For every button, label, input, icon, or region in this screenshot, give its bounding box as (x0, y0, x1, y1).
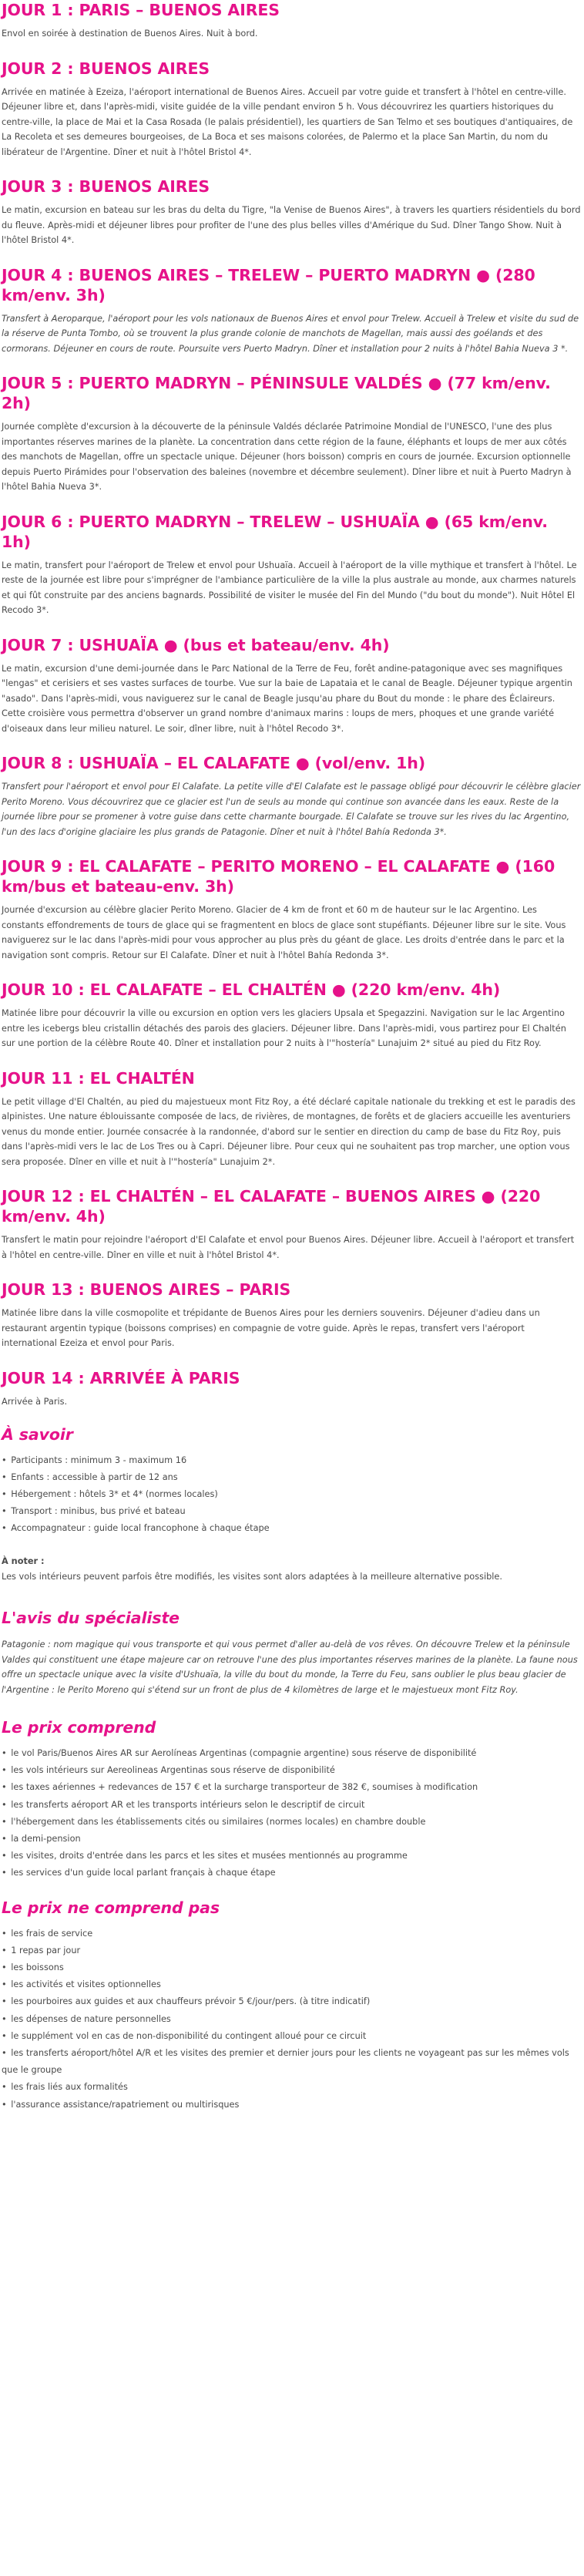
prix-ne-comprend-item-text: les transferts aéroport/hôtel A/R et les visites des premier et dernier jours pour les clients ne voyageant pas sur les mêmes vols que le groupe (2, 2048, 569, 2076)
day-block (2, 635, 581, 737)
prix-comprend-list (2, 1745, 581, 1882)
bullet-icon: • (2, 1489, 7, 1499)
prix-ne-comprend-item (2, 1925, 581, 1942)
day-block (2, 1280, 581, 1351)
prix-comprend-item-text: les transferts aéroport AR et les transports intérieurs selon le descriptif de circuit (11, 1799, 365, 1810)
savoir-item (2, 1452, 581, 1469)
prix-comprend-item-text: le vol Paris/Buenos Aires AR sur Aerolíneas Argentinas (compagnie argentine) sous réserve de disponibilité (11, 1748, 477, 1758)
prix-comprend-item-text: l'hébergement dans les établissements cités ou similaires (normes locales) en chambre double (11, 1816, 426, 1827)
day-block (2, 1368, 581, 1410)
prix-ne-comprend-item-text: l'assurance assistance/rapatriement ou multirisques (11, 2099, 240, 2110)
day-title: JOUR 14 : ARRIVÉE À PARIS (2, 1368, 240, 1387)
savoir-item-text: Hébergement : hôtels 3* et 4* (normes locales) (11, 1489, 218, 1499)
prix-ne-comprend-item (2, 2028, 581, 2045)
prix-ne-comprend-item-text: le supplément vol en cas de non-disponibilité du contingent alloué pour ce circuit (11, 2030, 367, 2041)
day-title: JOUR 9 : EL CALAFATE – PERITO MORENO – EL CALAFATE ● (160 km/bus et bateau-env. 3h) (2, 857, 555, 896)
bullet-icon: • (2, 1816, 7, 1827)
day-block (2, 856, 581, 963)
savoir-note-text: Les vols intérieurs peuvent parfois être modifiés, les visites sont alors adaptées à la meilleure alternative possible. (2, 1572, 502, 1582)
bullet-icon: • (2, 2013, 7, 2024)
bullet-icon: • (2, 1979, 7, 1990)
bullet-icon: • (2, 1928, 7, 1939)
day-title: JOUR 11 : EL CHALTÉN (2, 1068, 195, 1088)
bullet-icon: • (2, 1748, 7, 1758)
bullet-icon: • (2, 1765, 7, 1776)
day-description: Transfert le matin pour rejoindre l'aéroport d'El Calafate et envol pour Buenos Aires. Déjeuner libre. Accueil à l'aéroport et transfert à l'hôtel en centre-ville. Dîner en ville et nuit à l'hôtel Bristol 4*. (2, 1235, 575, 1260)
bullet-icon: • (2, 2099, 7, 2110)
prix-ne-comprend-item-text: les frais de service (11, 1928, 93, 1939)
day-block (2, 373, 581, 495)
prix-ne-comprend-item (2, 2097, 581, 2114)
day-title: JOUR 3 : BUENOS AIRES (2, 177, 210, 196)
savoir-section (2, 1424, 581, 1585)
savoir-item-text: Accompagnateur : guide local francophone à chaque étape (11, 1523, 270, 1533)
prix-comprend-title: Le prix comprend (2, 1718, 156, 1737)
day-block (2, 1068, 581, 1170)
bullet-icon: • (2, 1506, 7, 1516)
day-description: Journée complète d'excursion à la découverte de la péninsule Valdés déclarée Patrimoine Mondial de l'UNESCO, l'une des plus importantes réserves marines de la planète. La concentration dans cette région de la faune, éléphants et loups de mer aux côtés des manchots de Magellan, offre un spectacle unique. Déjeuner (hors boisson) compris en cours de journée. Excursion optionnelle depuis Puerto Pirámides pour l'observation des baleines (novembre et décembre seulement). Dîner libre et nuit à Puerto Madryn à l'hôtel Bahia Nueva 3*. (2, 422, 572, 492)
specialiste-text: Patagonie : nom magique qui vous transporte et qui vous permet d'aller au-delà de vos rêves. On découvre Trelew et la péninsule Valdes qui constituent une étape majeure car on retrouve l'une des plus importantes réserves marines de la planète. La faune nous offre un spectacle unique avec la visite d'Ushuaïa, la ville du bout du monde, la Terre du Feu, sans oublier le plus beau glacier de l'Argentine : le Perito Moreno qui s'étend sur un front de plus de 4 kilomètres de large et le majestueux mont Fitz Roy. (2, 1639, 578, 1695)
day-block (2, 0, 581, 42)
day-title: JOUR 2 : BUENOS AIRES (2, 59, 210, 78)
savoir-title: À savoir (2, 1425, 73, 1444)
prix-ne-comprend-item (2, 1976, 581, 1993)
bullet-icon: • (2, 1472, 7, 1482)
day-description: Transfert à Aeroparque, l'aéroport pour les vols nationaux de Buenos Aires et envol pour Trelew. Accueil à Trelew et visite du sud de la réserve de Punta Tombo, où se trouvent la plus grande colonie de manchots de Magellan, mais aussi des goélands et des cormorans. Déjeuner en cours de route. Poursuite vers Puerto Madryn. Dîner et installation pour 2 nuits à l'hôtel Bahia Nueva 3 *. (2, 313, 579, 354)
savoir-item (2, 1469, 581, 1486)
day-block (2, 753, 581, 839)
prix-ne-comprend-item (2, 2045, 581, 2079)
day-description: Envol en soirée à destination de Buenos Aires. Nuit à bord. (2, 29, 258, 39)
day-block (2, 512, 581, 618)
prix-ne-comprend-title: Le prix ne comprend pas (2, 1898, 220, 1917)
prix-comprend-item (2, 1797, 581, 1814)
day-block (2, 59, 581, 160)
prix-comprend-item-text: les visites, droits d'entrée dans les parcs et les sites et musées mentionnés au programme (11, 1851, 408, 1861)
day-description: Le petit village d'El Chaltén, au pied du majestueux mont Fitz Roy, a été déclaré capitale nationale du trekking et est le paradis des alpinistes. Une nature éblouissante composée de lacs, de rivières, de montagnes, de forêts et de glaciers accueille les aventuriers venus du monde entier. Journée consacrée à la randonnée, d'abord sur le sentier en direction du camp de base du Fitz Roy, puis dans l'après-midi vers le lac de Los Tres ou à Capri. Déjeuner libre. Pour ceux qui ne souhaitent pas trop marcher, une option vous sera proposée. Dîner en ville et nuit à l'"hostería" Lunajuim 2*. (2, 1096, 576, 1167)
day-title: JOUR 1 : PARIS – BUENOS AIRES (2, 1, 280, 19)
bullet-icon: • (2, 2048, 7, 2059)
day-description: Matinée libre dans la ville cosmopolite et trépidante de Buenos Aires pour les derniers souvenirs. Déjeuner d'adieu dans un restaurant argentin typique (boissons comprises) en compagnie de votre guide. Après le repas, transfert vers l'aéroport international Ezeiza et envol pour Paris. (2, 1308, 540, 1348)
bullet-icon: • (2, 1782, 7, 1793)
bullet-icon: • (2, 1523, 7, 1533)
savoir-item-text: Enfants : accessible à partir de 12 ans (11, 1472, 178, 1482)
day-description: Transfert pour l'aéroport et envol pour El Calafate. La petite ville d'El Calafate est le passage obligé pour découvrir le célèbre glacier Perito Moreno. Vous découvrirez que ce glacier est l'un de seuls au monde qui continue son avancée dans les eaux. Reste de la journée libre pour se promener à votre guise dans cette charmante bourgade. El Calafate se trouve sur les rives du lac Argentino, l'un des lacs d'origine glaciaire les plus grands de Patagonie. Dîner et nuit à l'hôtel Bahía Redonda 3*. (2, 782, 581, 837)
savoir-list (2, 1452, 581, 1537)
day-description: Le matin, transfert pour l'aéroport de Trelew et envol pour Ushuaïa. Accueil à l'aéroport de la ville mythique et transfert à l'hôtel. Le reste de la journée est libre pour s'imprégner de l'ambiance particulière de la ville la plus australe au monde, aux charmes naturels et qui fût construite par des anciens bagnards. Possibilité de visiter le musée del Fin del Mundo ("du bout du monde"). Nuit Hôtel El Recodo 3*. (2, 560, 577, 615)
day-title: JOUR 6 : PUERTO MADRYN – TRELEW – USHUAÏA ● (65 km/env. 1h) (2, 512, 548, 551)
prix-ne-comprend-item-text: 1 repas par jour (11, 1945, 81, 1956)
prix-ne-comprend-item-text: les boissons (11, 1962, 64, 1973)
specialiste-section (2, 1608, 581, 1697)
bullet-icon: • (2, 1455, 7, 1465)
prix-comprend-item-text: les vols intérieurs sur Aereolineas Argentinas sous réserve de disponibilité (11, 1765, 335, 1776)
savoir-note-label-text: À noter : (2, 1556, 45, 1566)
day-description: Le matin, excursion en bateau sur les bras du delta du Tigre, "la Venise de Buenos Aires", à travers les quartiers résidentiels du bord du fleuve. Après-midi et déjeuner libres pour profiter de l'une des plus belles villes d'Amérique du Sud. Dîner Tango Show. Nuit à l'hôtel Bristol 4*. (2, 205, 581, 245)
day-block (2, 265, 581, 357)
prix-comprend-item (2, 1745, 581, 1762)
savoir-note-label (2, 1554, 581, 1569)
bullet-icon: • (2, 1799, 7, 1810)
day-block (2, 980, 581, 1051)
day-title: JOUR 13 : BUENOS AIRES – PARIS (2, 1280, 291, 1299)
bullet-icon: • (2, 1851, 7, 1861)
prix-comprend-item-text: les services d'un guide local parlant français à chaque étape (11, 1868, 276, 1878)
day-title: JOUR 7 : USHUAÏA ● (bus et bateau/env. 4h) (2, 635, 390, 654)
day-block (2, 1186, 581, 1263)
day-description: Le matin, excursion d'une demi-journée dans le Parc National de la Terre de Feu, forêt andine-patagonique avec ses magnifiques "lengas" et cerisiers et ses vastes surfaces de tourbe. Vue sur la baie de Lapataia et le canal de Beagle. Déjeuner typique argentin "asado". Dans l'après-midi, vous naviguerez sur le canal de Beagle jusqu'au phare du Bout du monde : le phare des Éclaireurs. Cette croisière vous permettra d'observer un grand nombre d'animaux marins : loups de mers, phoques et une grande variété d'oiseaux dans leur milieu naturel. Le soir, dîner libre, nuit à l'hôtel Recodo 3*. (2, 663, 572, 734)
prix-ne-comprend-section (2, 1898, 581, 2114)
prix-ne-comprend-item-text: les frais liés aux formalités (11, 2082, 128, 2093)
prix-comprend-item (2, 1865, 581, 1882)
bullet-icon: • (2, 1868, 7, 1878)
savoir-item-text: Transport : minibus, bus privé et bateau (11, 1506, 186, 1516)
prix-ne-comprend-item-text: les activités et visites optionnelles (11, 1979, 161, 1990)
prix-comprend-item (2, 1814, 581, 1831)
prix-comprend-item (2, 1779, 581, 1796)
day-description: Journée d'excursion au célèbre glacier Perito Moreno. Glacier de 4 km de front et 60 m de hauteur sur le lac Argentino. Les constants effondrements de tours de glace qui se fragmentent en blocs de glace sont stupéfiants. Déjeuner libre sur le site. Vous naviguerez sur le lac dans l'après-midi pour vous approcher au plus près du géant de glace. Les droits d'entrée dans le parc et la navigation sont compris. Retour sur El Calafate. Dîner et nuit à l'hôtel Bahía Redonda 3*. (2, 905, 566, 960)
prix-ne-comprend-item-text: les dépenses de nature personnelles (11, 2013, 171, 2024)
itinerary-days (2, 0, 581, 1409)
bullet-icon: • (2, 1962, 7, 1973)
savoir-item-text: Participants : minimum 3 - maximum 16 (11, 1455, 187, 1465)
bullet-icon: • (2, 2030, 7, 2041)
prix-ne-comprend-item (2, 2011, 581, 2028)
prix-ne-comprend-item-text: les pourboires aux guides et aux chauffeurs prévoir 5 €/jour/pers. (à titre indicatif) (11, 1996, 371, 2007)
day-description: Matinée libre pour découvrir la ville ou excursion en option vers les glaciers Upsala et Spegazzini. Navigation sur le lac Argentino entre les icebergs bleu cristallin détachés des parois des glaciers. Déjeuner libre. Dans l'après-midi, vous partirez pour El Chaltén sur une portion de la célèbre Route 40. Dîner et installation pour 2 nuits à l'"hostería" Lunajuim 2* situé au pied du Fitz Roy. (2, 1008, 566, 1048)
day-description: Arrivée en matinée à Ezeiza, l'aéroport international de Buenos Aires. Accueil par votre guide et transfert à l'hôtel en centre-ville. Déjeuner libre et, dans l'après-midi, visite guidée de la ville pendant environ 5 h. Vous découvrirez les quartiers historiques du centre-ville, la place de Mai et la Casa Rosada (le palais présidentiel), les quartiers de San Telmo et ses boutiques d'antiquaires, de La Recoleta et ses demeures bourgeoises, de La Boca et ses maisons colorées, de Palermo et la place San Martin, du nom du libérateur de l'Argentine. Dîner et nuit à l'hôtel Bristol 4*. (2, 86, 573, 157)
prix-ne-comprend-item (2, 1942, 581, 1959)
bullet-icon: • (2, 1945, 7, 1956)
prix-comprend-item (2, 1831, 581, 1848)
savoir-item (2, 1520, 581, 1537)
prix-ne-comprend-list (2, 1925, 581, 2114)
day-title: JOUR 8 : USHUAÏA – EL CALAFATE ● (vol/env. 1h) (2, 754, 426, 772)
prix-ne-comprend-item (2, 1993, 581, 2010)
savoir-item (2, 1503, 581, 1520)
day-title: JOUR 4 : BUENOS AIRES – TRELEW – PUERTO MADRYN ● (280 km/env. 3h) (2, 265, 535, 304)
day-title: JOUR 5 : PUERTO MADRYN – PÉNINSULE VALDÉS ● (77 km/env. 2h) (2, 374, 551, 412)
bullet-icon: • (2, 1834, 7, 1845)
bullet-icon: • (2, 2082, 7, 2093)
prix-comprend-item (2, 1848, 581, 1865)
day-title: JOUR 10 : EL CALAFATE – EL CHALTÉN ● (220 km/env. 4h) (2, 980, 501, 999)
prix-comprend-item-text: les taxes aériennes + redevances de 157 € et la surcharge transporteur de 382 €, soumises à modification (11, 1782, 478, 1793)
prix-comprend-item (2, 1762, 581, 1779)
day-block (2, 177, 581, 248)
prix-ne-comprend-item (2, 2079, 581, 2096)
prix-ne-comprend-item (2, 1959, 581, 1976)
bullet-icon: • (2, 1996, 7, 2007)
specialiste-title: L'avis du spécialiste (2, 1609, 180, 1627)
day-description: Arrivée à Paris. (2, 1396, 68, 1407)
savoir-item (2, 1486, 581, 1503)
prix-comprend-section (2, 1717, 581, 1882)
prix-comprend-item-text: la demi-pension (11, 1834, 81, 1845)
day-title: JOUR 12 : EL CHALTÉN – EL CALAFATE – BUENOS AIRES ● (220 km/env. 4h) (2, 1187, 541, 1226)
